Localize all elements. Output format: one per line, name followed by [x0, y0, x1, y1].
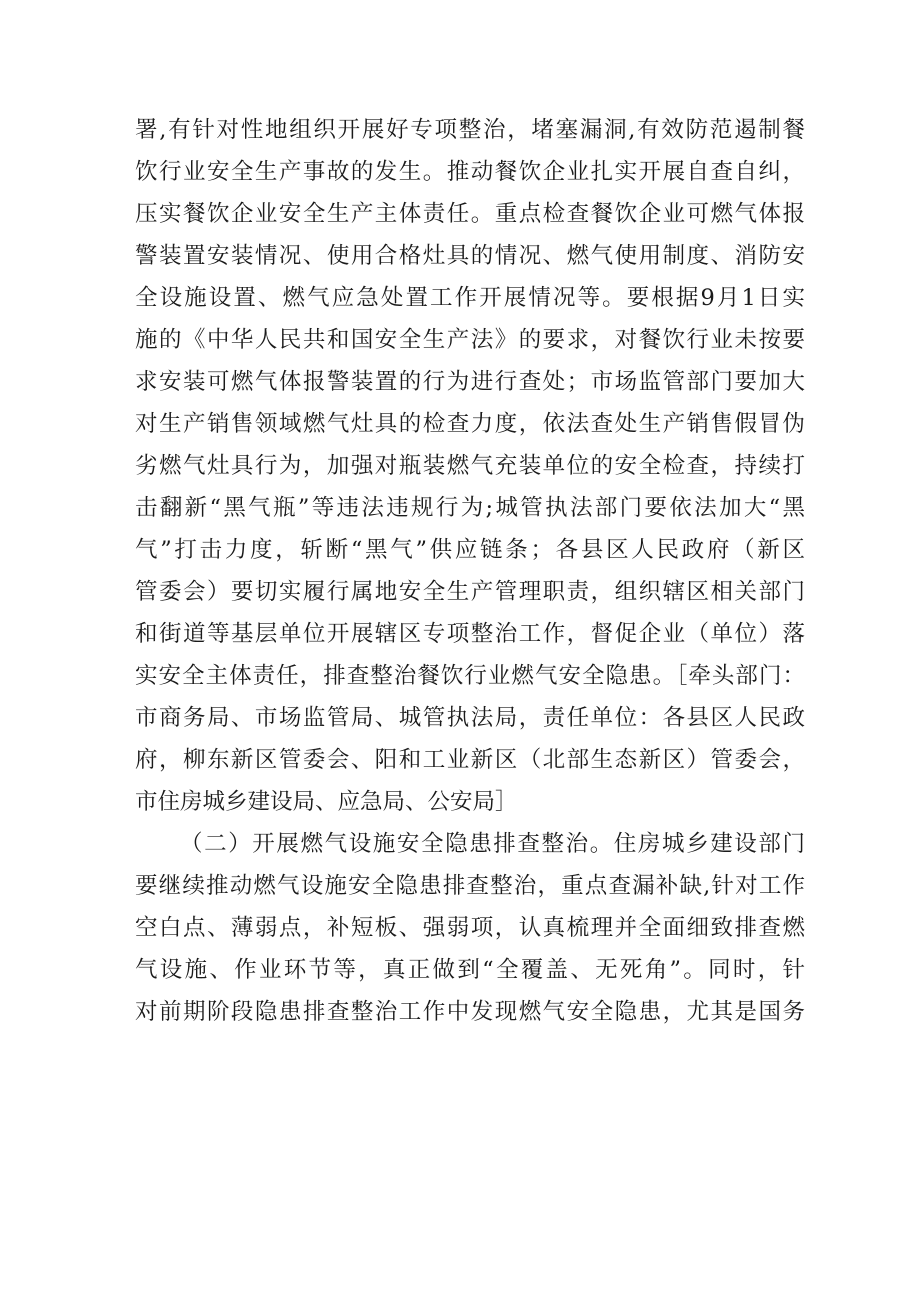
text-line: 要继续推动燃气设施安全隐患排查整治，重点查漏补缺,针对工作	[135, 873, 805, 899]
text-line: 求安装可燃气体报警装置的行为进行查处；市场监管部门要加大	[135, 369, 805, 395]
text-line: 市住房城乡建设局、应急局、公安局］	[135, 789, 518, 815]
text-line: 警装置安装情况、使用合格灶具的情况、燃气使用制度、消防安	[135, 243, 805, 269]
text-line: 市商务局、市场监管局、城管执法局，责任单位：各县区人民政	[135, 705, 805, 731]
text-line: 实安全主体责任，排查整治餐饮行业燃气安全隐患。［牵头部门：	[135, 663, 805, 689]
text-line: 署,有针对性地组织开展好专项整治，堵塞漏洞,有效防范遏制餐	[135, 117, 805, 143]
body-text	[135, 109, 805, 1033]
text-line: 施的《中华人民共和国安全生产法》的要求，对餐饮行业未按要	[135, 327, 805, 353]
text-line: 饮行业安全生产事故的发生。推动餐饮企业扎实开展自查自纠，	[135, 159, 805, 185]
text-line: 和街道等基层单位开展辖区专项整治工作，督促企业（单位）落	[135, 621, 805, 647]
text-line: 劣燃气灶具行为，加强对瓶装燃气充装单位的安全检查，持续打	[135, 453, 805, 479]
text-line: 府，柳东新区管委会、阳和工业新区（北部生态新区）管委会，	[135, 747, 805, 773]
text-line: 管委会）要切实履行属地安全生产管理职责，组织辖区相关部门	[135, 579, 805, 605]
text-line: 全设施设置、燃气应急处置工作开展情况等。要根据9月1日实	[135, 285, 805, 311]
text-line: 气设施、作业环节等，真正做到“全覆盖、无死角”。同时，针	[135, 957, 805, 983]
section-heading-line: （二）开展燃气设施安全隐患排查整治。住房城乡建设部门	[180, 831, 805, 857]
text-line: 气”打击力度，斩断“黑气”供应链条；各县区人民政府（新区	[135, 537, 805, 563]
text-line: 击翻新“黑气瓶”等违法违规行为;城管执法部门要依法加大“黑	[135, 495, 805, 521]
text-line: 对生产销售领域燃气灶具的检查力度，依法查处生产销售假冒伪	[135, 411, 805, 437]
text-line: 对前期阶段隐患排查整治工作中发现燃气安全隐患，尤其是国务	[135, 999, 805, 1025]
text-line: 压实餐饮企业安全生产主体责任。重点检查餐饮企业可燃气体报	[135, 201, 805, 227]
text-line: 空白点、薄弱点，补短板、强弱项，认真梳理并全面细致排查燃	[135, 915, 805, 941]
